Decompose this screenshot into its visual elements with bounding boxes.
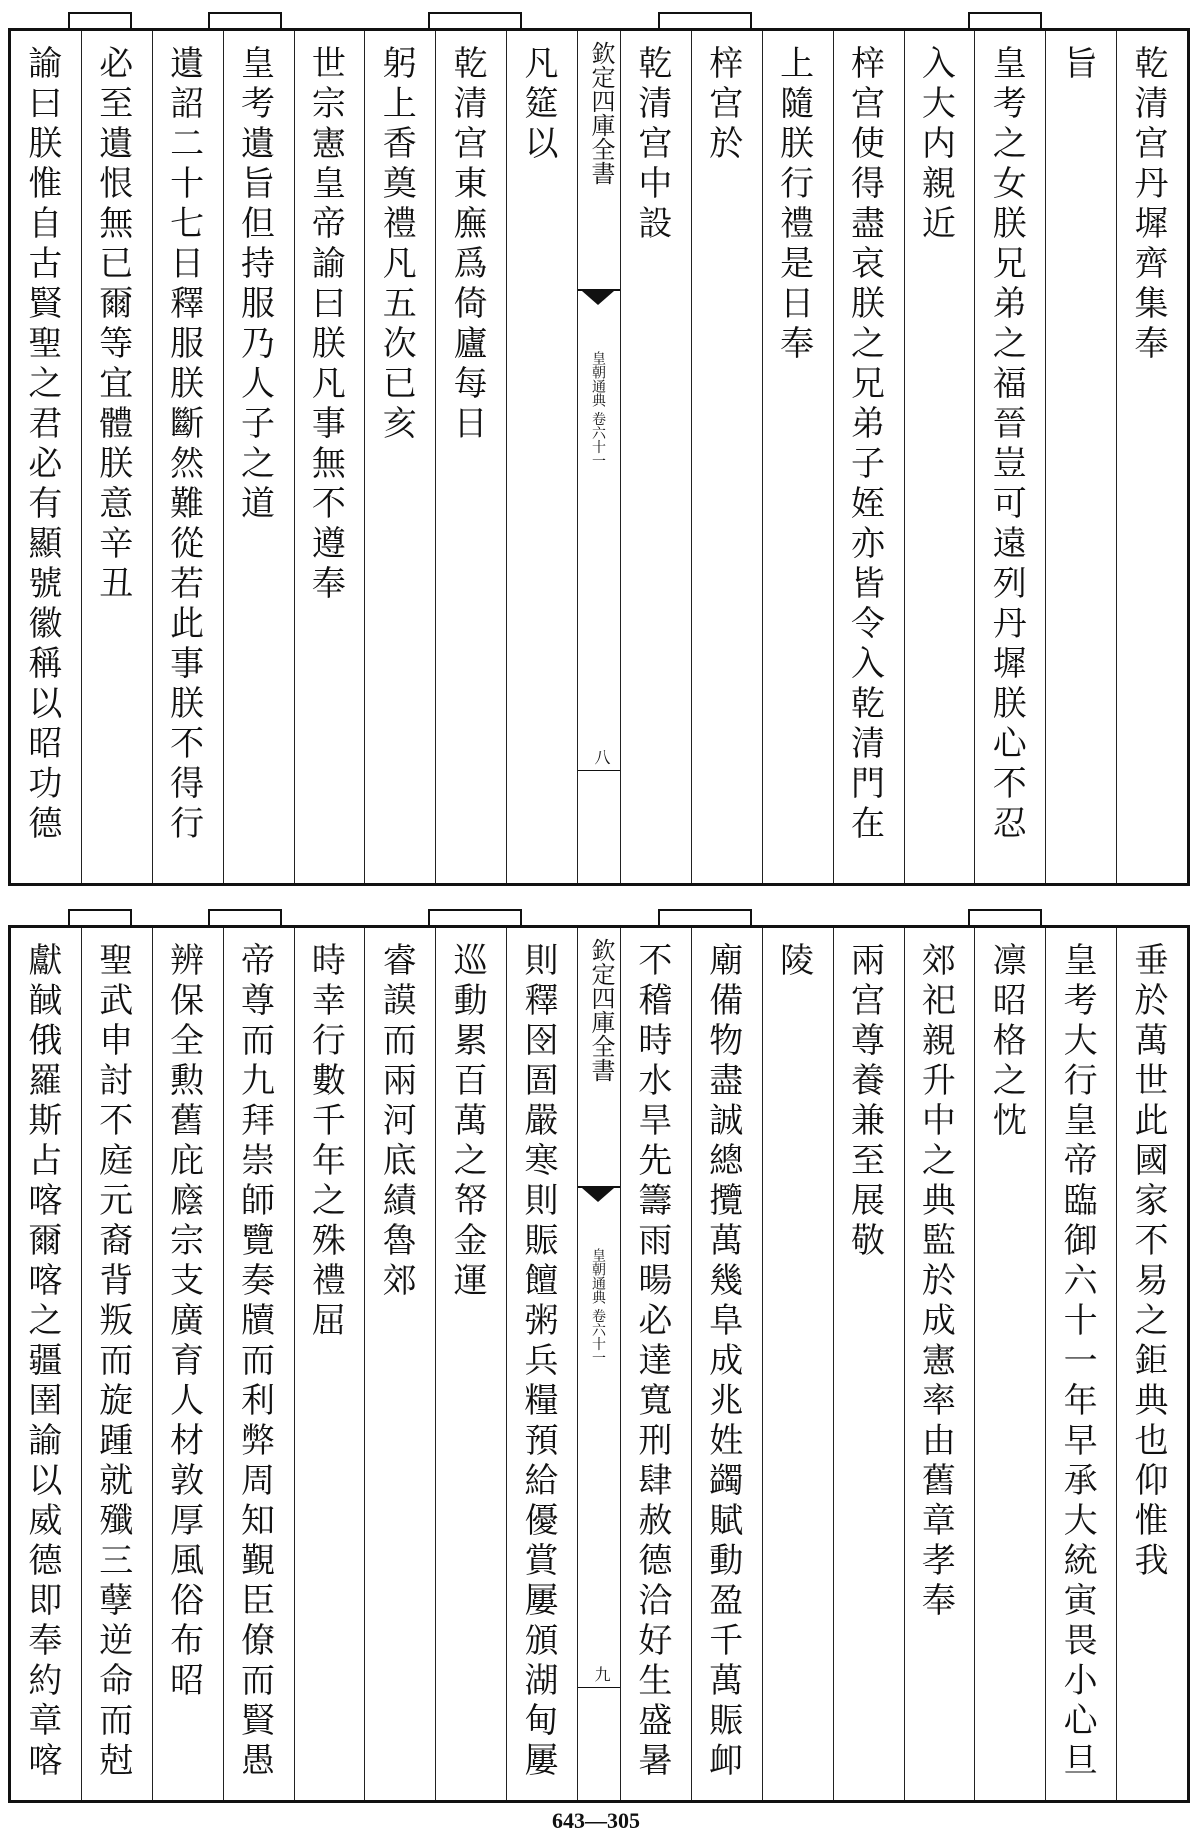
fishtail-mark xyxy=(578,289,620,321)
text-column: 辨保全勲舊庇廕宗支廣育人材敦厚風俗布昭 xyxy=(152,928,223,1800)
text-column: 皇考遺旨但持服乃人子之道 xyxy=(223,31,294,883)
text-column: 郊祀親升中之典監於成憲率由舊章孝奉 xyxy=(904,928,975,1800)
text-column: 必至遺恨無已爾等宜體朕意辛丑 xyxy=(81,31,152,883)
center-fold xyxy=(577,31,620,883)
volume-label: 皇朝通典 卷六十一 xyxy=(590,351,606,468)
text-column: 兩宫尊養兼至展敬 xyxy=(833,928,904,1800)
text-column: 梓宫於 xyxy=(691,31,762,883)
center-fold xyxy=(577,928,620,1800)
series-title: 欽定四庫全書 xyxy=(587,938,615,1082)
text-column: 世宗憲皇帝諭曰朕凡事無不遵奉 xyxy=(294,31,365,883)
bottom-page-tabs xyxy=(8,909,1184,925)
top-page xyxy=(8,28,1190,886)
page-number: 八 xyxy=(592,749,611,765)
text-column: 帝尊而九拜崇師覽奏牘而利弊周知覲臣僚而賢愚 xyxy=(223,928,294,1800)
text-column: 皇考之女朕兄弟之福晉豈可遠列丹墀朕心不忍 xyxy=(974,31,1045,883)
text-column: 垂於萬世此國家不易之鉅典也仰惟我 xyxy=(1116,928,1187,1800)
text-column: 皇考大行皇帝臨御六十一年早承大統寅畏小心旦 xyxy=(1045,928,1116,1800)
text-column: 獻馘俄羅斯占喀爾喀之疆圉諭以威德即奉約章喀 xyxy=(21,942,62,1782)
text-column: 睿謨而兩河底績魯郊 xyxy=(364,928,435,1800)
text-column: 梓宫使得盡哀朕之兄弟子姪亦皆令入乾清門在 xyxy=(833,31,904,883)
volume-label: 皇朝通典 卷六十一 xyxy=(590,1248,606,1365)
text-column: 乾清宫東廡爲倚廬每日 xyxy=(435,31,506,883)
top-page-tabs xyxy=(8,12,1184,28)
series-title: 欽定四庫全書 xyxy=(587,41,615,185)
text-column: 則釋囹圄嚴寒則賑饘粥兵糧預給優賞屢頒湖甸屢 xyxy=(506,928,577,1800)
text-column: 遺詔二十七日釋服朕斷然難從若此事朕不得行 xyxy=(152,31,223,883)
fishtail-mark xyxy=(578,1186,620,1218)
page-number: 九 xyxy=(592,1666,611,1682)
text-column: 巡動累百萬之帑金運 xyxy=(435,928,506,1800)
text-column: 躬上香奠禮凡五次已亥 xyxy=(364,31,435,883)
text-column: 不稽時水旱先籌雨暘必達寬刑肆赦德洽好生盛暑 xyxy=(620,928,691,1800)
text-column: 上隨朕行禮是日奉 xyxy=(762,31,833,883)
text-column: 聖武申討不庭元裔背叛而旋踵就殲三孽逆命而尅 xyxy=(81,928,152,1800)
footer-page-number: 643—305 xyxy=(552,1808,640,1833)
text-column: 凛昭格之忱 xyxy=(974,928,1045,1800)
text-column: 時幸行數千年之殊禮屈 xyxy=(294,928,365,1800)
page-number-rule xyxy=(578,770,620,771)
text-column: 廟備物盡誠總攬萬幾阜成兆姓蠲賦動盈千萬賑卹 xyxy=(691,928,762,1800)
text-column: 諭曰朕惟自古賢聖之君必有顯號徽稱以昭功德 xyxy=(21,45,62,845)
text-column: 旨 xyxy=(1045,31,1116,883)
text-column: 凡筵以 xyxy=(506,31,577,883)
bottom-page xyxy=(8,925,1190,1803)
text-column: 乾清宫中設 xyxy=(620,31,691,883)
text-column: 乾清宫丹墀齊集奉 xyxy=(1116,31,1187,883)
page-number-rule xyxy=(578,1687,620,1688)
text-column: 入大内親近 xyxy=(904,31,975,883)
text-column: 陵 xyxy=(762,928,833,1800)
